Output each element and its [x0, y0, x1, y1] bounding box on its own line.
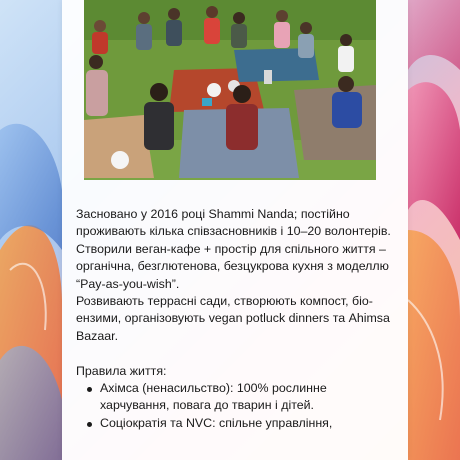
group-photo: [84, 0, 376, 180]
rules-list: [76, 380, 398, 432]
rule-item-sociocracy: Соціократія та NVC: спільне управління,: [100, 415, 398, 432]
rules-heading: Правила життя:: [76, 363, 167, 378]
rule-item-ahimsa: Ахімса (ненасильство): 100% рослинне харчування, повага до тварин і дітей.: [100, 380, 398, 415]
gardens-paragraph: Розвивають террасні сади, створюють компост, біо-ензими, організовують vegan potluck dinners та Ahimsa Bazaar.: [76, 294, 390, 343]
content-card: [62, 0, 408, 460]
description-text: [76, 206, 398, 432]
cafe-paragraph: Створили веган-кафе + простір для спільного життя – органічна, безглютенова, безцукрова кухня з моделлю “Pay-as-you-wish”.: [76, 241, 389, 291]
group-photo-illustration: [84, 0, 376, 180]
founding-paragraph: Засновано у 2016 році Shammi Nanda; постійно проживають кілька співзасновників і 10–20 волонтерів.: [76, 207, 391, 239]
paragraph-gap: [76, 345, 398, 362]
